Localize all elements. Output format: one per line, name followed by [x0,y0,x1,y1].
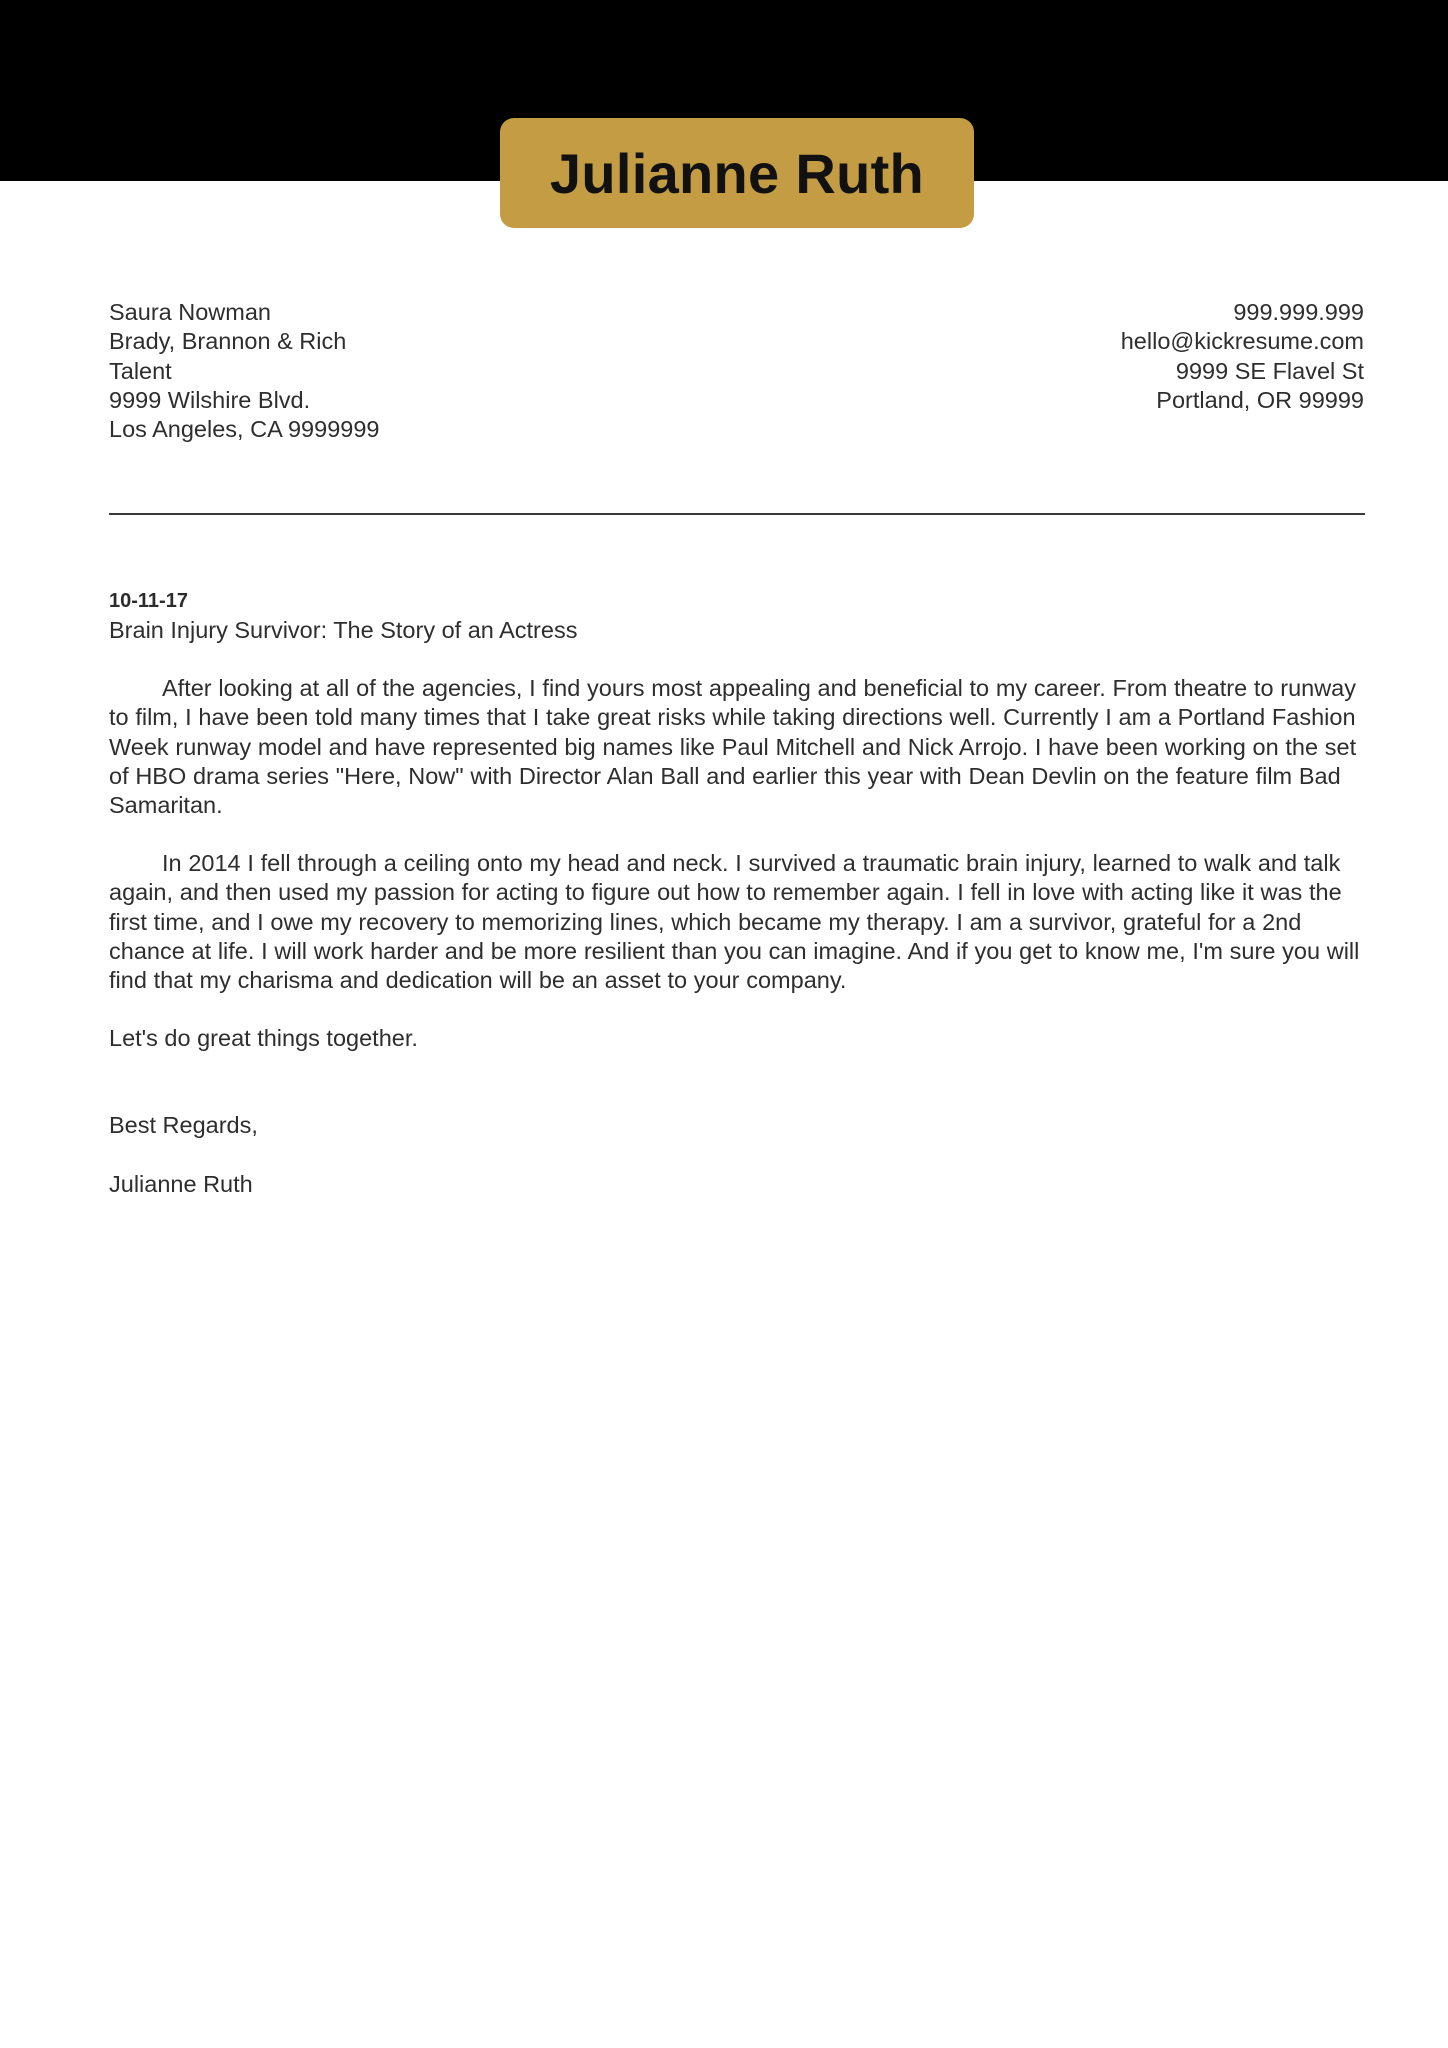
recipient-department: Talent [109,357,172,384]
sign-off: Best Regards, [109,1112,258,1139]
letter-subject: Brain Injury Survivor: The Story of an Actress [109,617,578,643]
recipient-street: 9999 Wilshire Blvd. [109,386,311,413]
letter-paragraph-2: In 2014 I fell through a ceiling onto my head and neck. I survived a traumatic brain injury, learned to walk and talk again, and then used my passion for acting to figure out how to remember again. I fell in love with acting like it was the first time, and I owe my recovery to memorizing lines, which became my therapy. I am a survivor, grateful for a 2nd chance at life. I will work harder and be more resilient than you can imagine. And if you get to know me, I'm sure you will find that my charisma and dedication will be an asset to your company. [109,850,1360,994]
sender-contact [1121,298,1364,415]
header-divider [109,513,1365,515]
closing-line: Let's do great things together. [109,1025,418,1052]
letter-paragraph-1: After looking at all of the agencies, I find yours most appealing and beneficial to my career. From theatre to runway to film, I have been told many times that I take great risks while taking directions well. Currently I am a Portland Fashion Week runway model and have represented big names like Paul Mitchell and Nick Arrojo. I have been working on the set of HBO drama series "Here, Now" with Director Alan Ball and earlier this year with Dean Devlin on the feature film Bad Samaritan. [109,675,1357,819]
recipient-city: Los Angeles, CA 9999999 [109,416,380,443]
name-badge [500,118,974,228]
letter-date: 10-11-17 [109,590,188,612]
sender-city: Portland, OR 99999 [1156,386,1364,413]
recipient-name: Saura Nowman [109,299,271,325]
applicant-name: Julianne Ruth [549,141,925,205]
sender-street: 9999 SE Flavel St [1175,357,1364,384]
letter-body [109,586,1365,1199]
sender-phone: 999.999.999 [1233,299,1364,325]
sender-email: hello@kickresume.com [1120,328,1364,355]
recipient-address [109,298,379,444]
recipient-company: Brady, Brannon & Rich [109,328,347,355]
signature-name: Julianne Ruth [109,1170,253,1197]
